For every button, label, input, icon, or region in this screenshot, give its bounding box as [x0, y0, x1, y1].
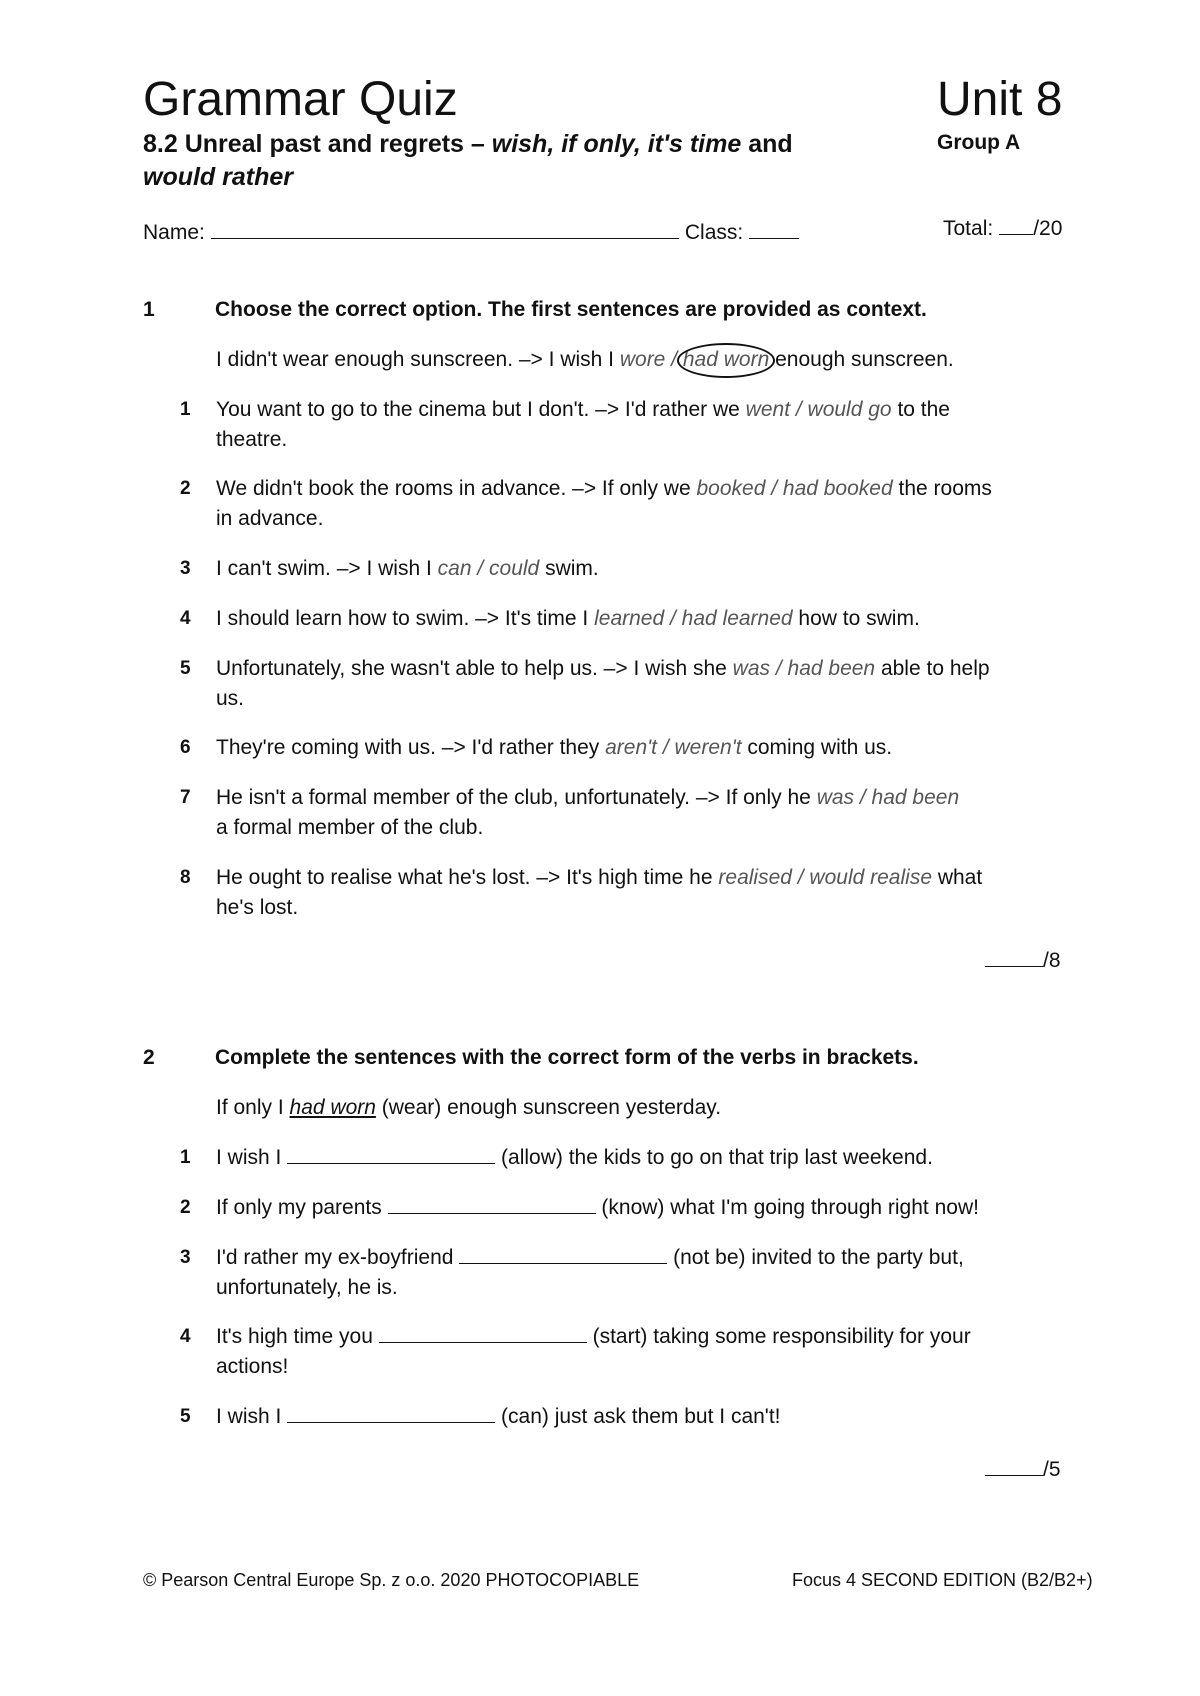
item-text: If only my parents [216, 1196, 388, 1219]
item-text-after: the rooms [892, 477, 992, 500]
class-label: Class: [684, 221, 744, 244]
exercise2-score-max: /5 [1043, 1458, 1061, 1481]
item-text-after: how to swim. [792, 607, 920, 630]
item-text-continued: a formal member of the club. [216, 816, 484, 839]
item-text-after: what [932, 866, 983, 889]
item-text: They're coming with us. –> I'd rather they [216, 736, 606, 759]
footer-edition: Focus 4 SECOND EDITION (B2/B2+) [792, 1570, 1093, 1590]
example-after: (wear) enough sunscreen yesterday. [375, 1096, 722, 1119]
item-number: 3 [180, 1247, 191, 1268]
item-number: 6 [180, 737, 191, 758]
item-text: I wish I [216, 1146, 288, 1169]
item-text-after: to the [891, 398, 950, 421]
example-after: enough sunscreen. [769, 348, 954, 371]
item-text: You want to go to the cinema but I don't. –> I'd rather we [216, 398, 746, 421]
exercise1-item [180, 474, 1056, 534]
exercise1-instruction: Choose the correct option. The first sentences are provided as context. [215, 298, 927, 321]
item-text-after: able to help [875, 657, 990, 680]
exercise1-score-field[interactable] [985, 946, 1043, 967]
item-text: I can't swim. –> I wish I [216, 557, 438, 580]
unit-label: Unit 8 [937, 73, 1063, 126]
exercise2-item [180, 1243, 1056, 1303]
item-number: 5 [180, 658, 191, 679]
item-text-after: swim. [539, 557, 599, 580]
answer-blank[interactable] [287, 1402, 495, 1423]
item-text: He ought to realise what he's lost. –> It's high time he [216, 866, 719, 889]
quiz-subtitle [143, 128, 903, 194]
answer-blank[interactable] [379, 1322, 587, 1343]
item-options[interactable]: can / could [437, 557, 540, 580]
item-options[interactable]: learned / had learned [594, 607, 793, 630]
answer-blank[interactable] [388, 1193, 596, 1214]
item-text-continued: us. [216, 687, 245, 710]
item-options[interactable]: was / had been [732, 657, 876, 680]
total-field[interactable] [999, 214, 1033, 235]
exercise2-score-field[interactable] [985, 1455, 1043, 1476]
item-text: I'd rather my ex-boyfriend [216, 1246, 460, 1269]
name-label: Name: [143, 221, 205, 244]
exercise2-item [180, 1143, 1056, 1173]
item-text-continued: in advance. [216, 507, 324, 530]
exercise2-example [216, 1093, 1056, 1123]
exercise1-score-max: /8 [1043, 949, 1061, 972]
exercise1-example [216, 345, 1056, 375]
example-circled-answer: had worn [683, 345, 769, 375]
example-answer: had worn [289, 1096, 376, 1119]
item-text-after: (can) just ask them but I can't! [495, 1405, 781, 1428]
item-options[interactable]: aren't / weren't [605, 736, 742, 759]
exercise2-item [180, 1322, 1056, 1382]
exercise1-number: 1 [143, 298, 155, 321]
item-number: 4 [180, 608, 191, 629]
item-text-after: coming with us. [741, 736, 893, 759]
example-option-a: wore / [619, 348, 683, 371]
item-text-continued: unfortunately, he is. [216, 1276, 398, 1299]
quiz-title: Grammar Quiz [143, 73, 458, 126]
subtitle-and: and [741, 130, 793, 158]
item-text: I should learn how to swim. –> It's time I [216, 607, 595, 630]
total-max: /20 [1033, 217, 1063, 240]
exercise1-score [985, 946, 1061, 975]
item-number: 7 [180, 787, 191, 808]
item-text-continued: actions! [216, 1355, 289, 1378]
item-number: 8 [180, 867, 191, 888]
exercise1-item [180, 554, 1056, 584]
subtitle-plain: 8.2 Unreal past and regrets – [143, 130, 492, 158]
answer-blank[interactable] [287, 1143, 495, 1164]
subtitle-italic-1: wish, if only, it's time [491, 130, 742, 158]
subtitle-italic-2: would rather [143, 163, 294, 191]
class-field[interactable] [749, 218, 799, 239]
name-class-row [143, 218, 805, 247]
exercise1-item [180, 863, 1056, 923]
exercise1-item [180, 783, 1056, 843]
name-field[interactable] [211, 218, 679, 239]
item-number: 1 [180, 1147, 191, 1168]
item-text-continued: theatre. [216, 428, 288, 451]
item-text: I wish I [216, 1405, 288, 1428]
item-text: It's high time you [216, 1325, 379, 1348]
item-number: 5 [180, 1406, 191, 1427]
total-label: Total: [943, 217, 994, 240]
item-options[interactable]: booked / had booked [696, 477, 893, 500]
example-before: I didn't wear enough sunscreen. –> I wish I [216, 348, 620, 371]
item-number: 4 [180, 1326, 191, 1347]
item-options[interactable]: was / had been [816, 786, 960, 809]
item-text-after: (start) taking some responsibility for your [586, 1325, 971, 1348]
item-options[interactable]: went / would go [745, 398, 892, 421]
item-options[interactable]: realised / would realise [718, 866, 932, 889]
group-label: Group A [937, 131, 1021, 154]
item-number: 3 [180, 558, 191, 579]
item-text-continued: he's lost. [216, 896, 299, 919]
item-text: Unfortunately, she wasn't able to help us. –> I wish she [216, 657, 733, 680]
exercise2-item [180, 1193, 1056, 1223]
item-number: 2 [180, 1197, 191, 1218]
exercise2-instruction: Complete the sentences with the correct form of the verbs in brackets. [215, 1046, 919, 1069]
footer-copyright: © Pearson Central Europe Sp. z o.o. 2020 PHOTOCOPIABLE [143, 1570, 640, 1590]
item-number: 2 [180, 478, 191, 499]
item-text-after: (not be) invited to the party but, [667, 1246, 964, 1269]
item-number: 1 [180, 399, 191, 420]
exercise1-item [180, 395, 1056, 455]
exercise1-item [180, 733, 1056, 763]
item-text-after: (know) what I'm going through right now! [595, 1196, 979, 1219]
exercise1-item [180, 604, 1056, 634]
answer-blank[interactable] [459, 1243, 667, 1264]
item-text-after: (allow) the kids to go on that trip last weekend. [495, 1146, 933, 1169]
item-text: We didn't book the rooms in advance. –> If only we [216, 477, 697, 500]
exercise2-number: 2 [143, 1046, 155, 1069]
exercise1-item [180, 654, 1056, 714]
example-before: If only I [216, 1096, 290, 1119]
total-row [943, 214, 1062, 243]
exercise2-score [985, 1455, 1061, 1484]
item-text: He isn't a formal member of the club, unfortunately. –> If only he [216, 786, 817, 809]
exercise2-item [180, 1402, 1056, 1432]
